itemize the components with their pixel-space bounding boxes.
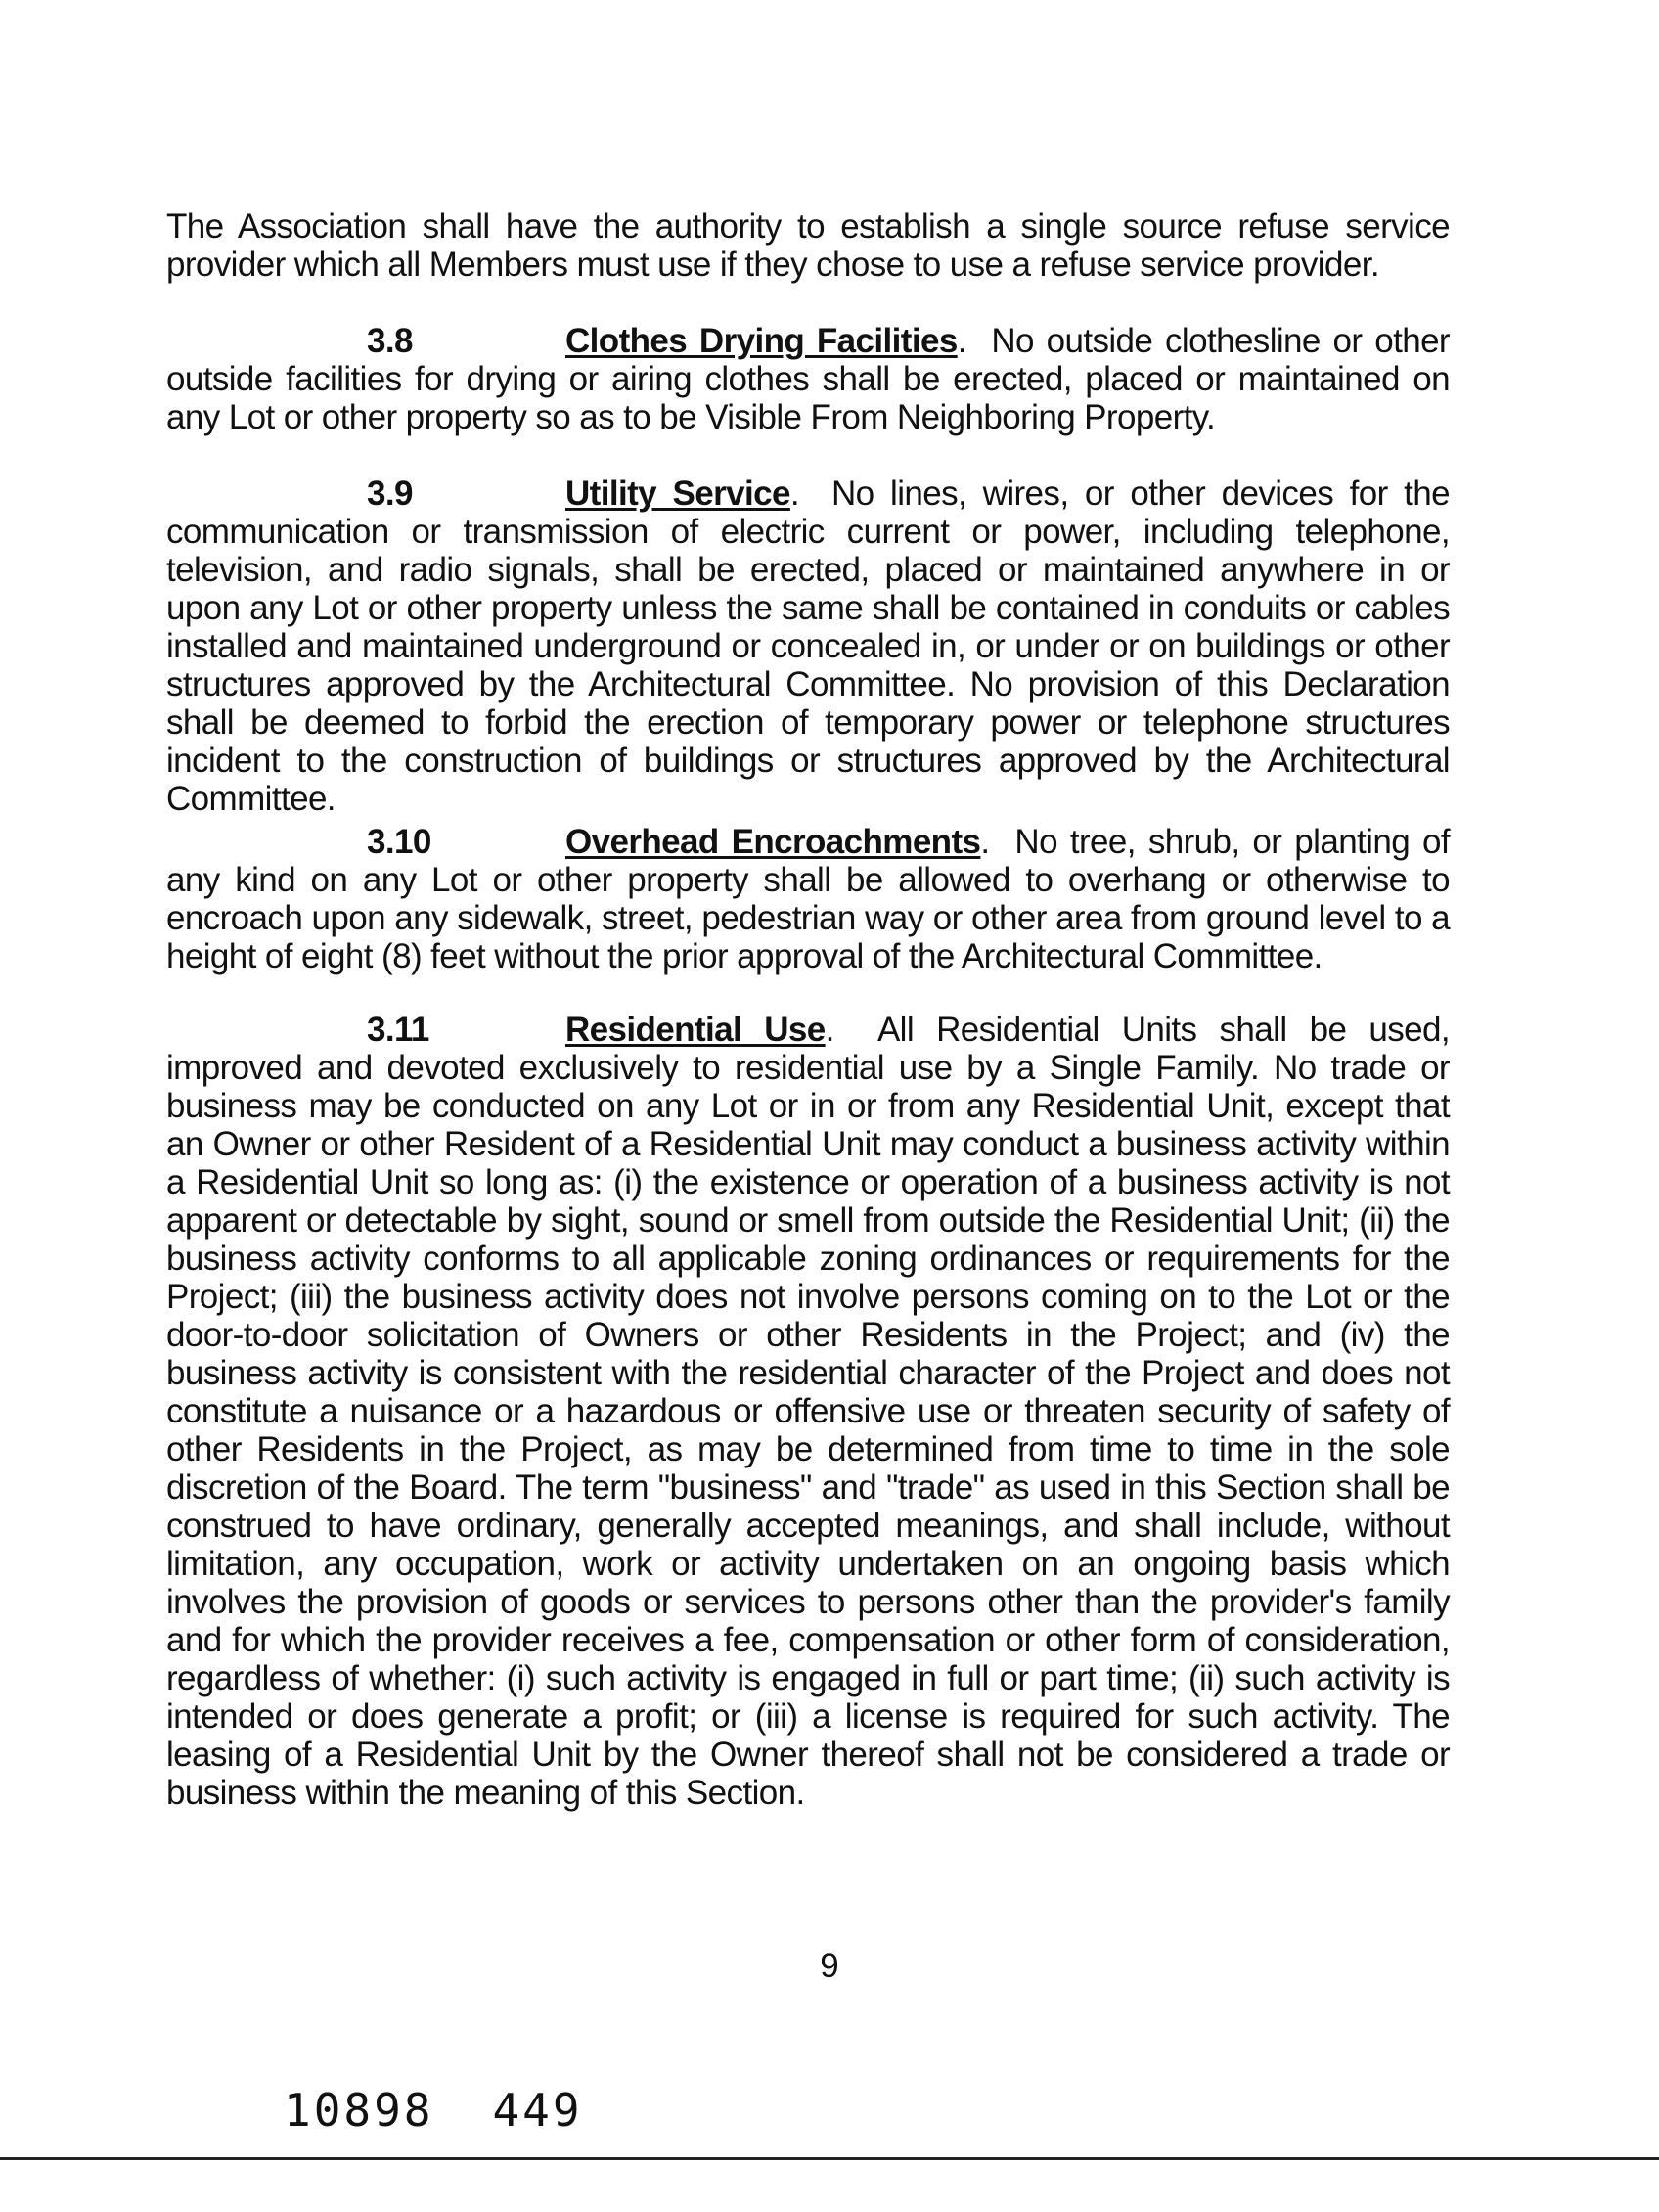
bottom-rule (0, 2157, 1659, 2160)
section-3-11: 3.11 Residential Use. All Residential Units shall be used, improved and devoted exclusively to residential use by a Single Family. No trade or business may be conducted on any Lot or in or from any Residential Unit, except that an Owner or other Resident of a Residential Unit may conduct a business activity within a Residential Unit so long as: (i) the existence or operation of a business activity is not apparent or detectable by sight, sound or smell from outside the Residential Unit; (ii) the business activity conforms to all applicable zoning ordinances or requirements for the Project; (iii) the business activity does not involve persons coming on to the Lot or the door-to-door solicitation of Owners or other Residents in the Project; and (iv) the business activity is consistent with the residential character of the Project and does not constitute a nuisance or a hazardous or offensive use or threaten security of safety of other Residents in the Project, as may be determined from time to time in the sole discretion of the Board. The term "business" and "trade" as used in this Section shall be construed to have ordinary, generally accepted meanings, and shall include, without limitation, any occupation, work or activity undertaken on an ongoing basis which involves the provision of goods or services to persons other than the provider's family and for which the provider receives a fee, compensation or other form of consideration, regardless of whether: (i) such activity is engaged in full or part time; (ii) such activity is intended or does generate a profit; or (iii) a license is required for such activity. The leasing of a Residential Unit by the Owner thereof shall not be considered a trade or business within the meaning of this Section. (166, 1011, 1450, 1812)
section-body: No lines, wires, or other devices for the communication or transmission of electric current or power, including telephone, television, and radio signals, shall be erected, placed or maintained anywhere in or upon any Lot or other property unless the same shall be contained in conduits or cables installed and maintained underground or concealed in, or under or on buildings or other structures approved by the Architectural Committee. No provision of this Declaration shall be deemed to forbid the erection of temporary power or telephone structures incident to the construction of buildings or structures approved by the Architectural Committee. (166, 474, 1450, 818)
intro-paragraph (166, 207, 1450, 284)
intro-text: The Association shall have the authority to establish a single source refuse service provider which all Members must use if they chose to use a refuse service provider. (166, 207, 1450, 284)
section-title: Overhead Encroachments (565, 823, 981, 861)
section-body: All Residential Units shall be used, improved and devoted exclusively to residential use by a Single Family. No trade or business may be conducted on any Lot or in or from any Residential Unit, except that an Owner or other Resident of a Residential Unit may conduct a business activity within a Residential Unit so long as: (i) the existence or operation of a business activity is not apparent or detectable by sight, sound or smell from outside the Residential Unit; (ii) the business activity conforms to all applicable zoning ordinances or requirements for the Project; (iii) the business activity does not involve persons coming on to the Lot or the door-to-door solicitation of Owners or other Residents in the Project; and (iv) the business activity is consistent with the residential character of the Project and does not constitute a nuisance or a hazardous or offensive use or threaten security of safety of other Residents in the Project, as may be determined from time to time in the sole discretion of the Board. The term "business" and "trade" as used in this Section shall be construed to have ordinary, generally accepted meanings, and shall include, without limitation, any occupation, work or activity undertaken on an ongoing basis which involves the provision of goods or services to persons other than the provider's family and for which the provider receives a fee, compensation or other form of consideration, regardless of whether: (i) such activity is engaged in full or part time; (ii) such activity is intended or does generate a profit; or (iii) a license is required for such activity. The leasing of a Residential Unit by the Owner thereof shall not be considered a trade or business within the meaning of this Section. (166, 1011, 1450, 1812)
page-number: 9 (820, 1947, 839, 1985)
section-title: Utility Service (565, 474, 790, 513)
book-number: 10898 (284, 2084, 434, 2137)
section-number: 3.8 (367, 322, 413, 360)
section-title: Residential Use (565, 1011, 826, 1049)
section-body: No tree, shrub, or planting of any kind on any Lot or other property shall be allowed to overhang or otherwise to encroach upon any sidewalk, street, pedestrian way or other area from ground level to a height of eight (8) feet without the prior approval of the Architectural Committee. (166, 823, 1451, 975)
section-3-10: 3.10 Overhead Encroachments. No tree, shrub, or planting of any kind on any Lot or other property shall be allowed to overhang or otherwise to encroach upon any sidewalk, street, pedestrian way or other area from ground level to a height of eight (8) feet without the prior approval of the Architectural Committee. (166, 823, 1451, 975)
section-number: 3.10 (367, 823, 431, 861)
section-number: 3.11 (367, 1011, 429, 1049)
section-3-8: 3.8 Clothes Drying Facilities. No outside clothesline or other outside facilities for drying or airing clothes shall be erected, placed or maintained on any Lot or other property so as to be Visible From Neighboring Property. (166, 322, 1450, 436)
book-page-stamp (284, 2084, 583, 2137)
section-title: Clothes Drying Facilities (565, 322, 958, 360)
section-number: 3.9 (367, 474, 413, 513)
page-stamp-number: 449 (492, 2084, 583, 2137)
section-3-9: 3.9 Utility Service. No lines, wires, or other devices for the communication or transmission of electric current or power, including telephone, television, and radio signals, shall be erected, placed or maintained anywhere in or upon any Lot or other property unless the same shall be contained in conduits or cables installed and maintained underground or concealed in, or under or on buildings or other structures approved by the Architectural Committee. No provision of this Declaration shall be deemed to forbid the erection of temporary power or telephone structures incident to the construction of buildings or structures approved by the Architectural Committee. (166, 474, 1450, 818)
section-body: No outside clothesline or other outside facilities for drying or airing clothes shall be erected, placed or maintained on any Lot or other property so as to be Visible From Neighboring Property. (166, 322, 1450, 436)
